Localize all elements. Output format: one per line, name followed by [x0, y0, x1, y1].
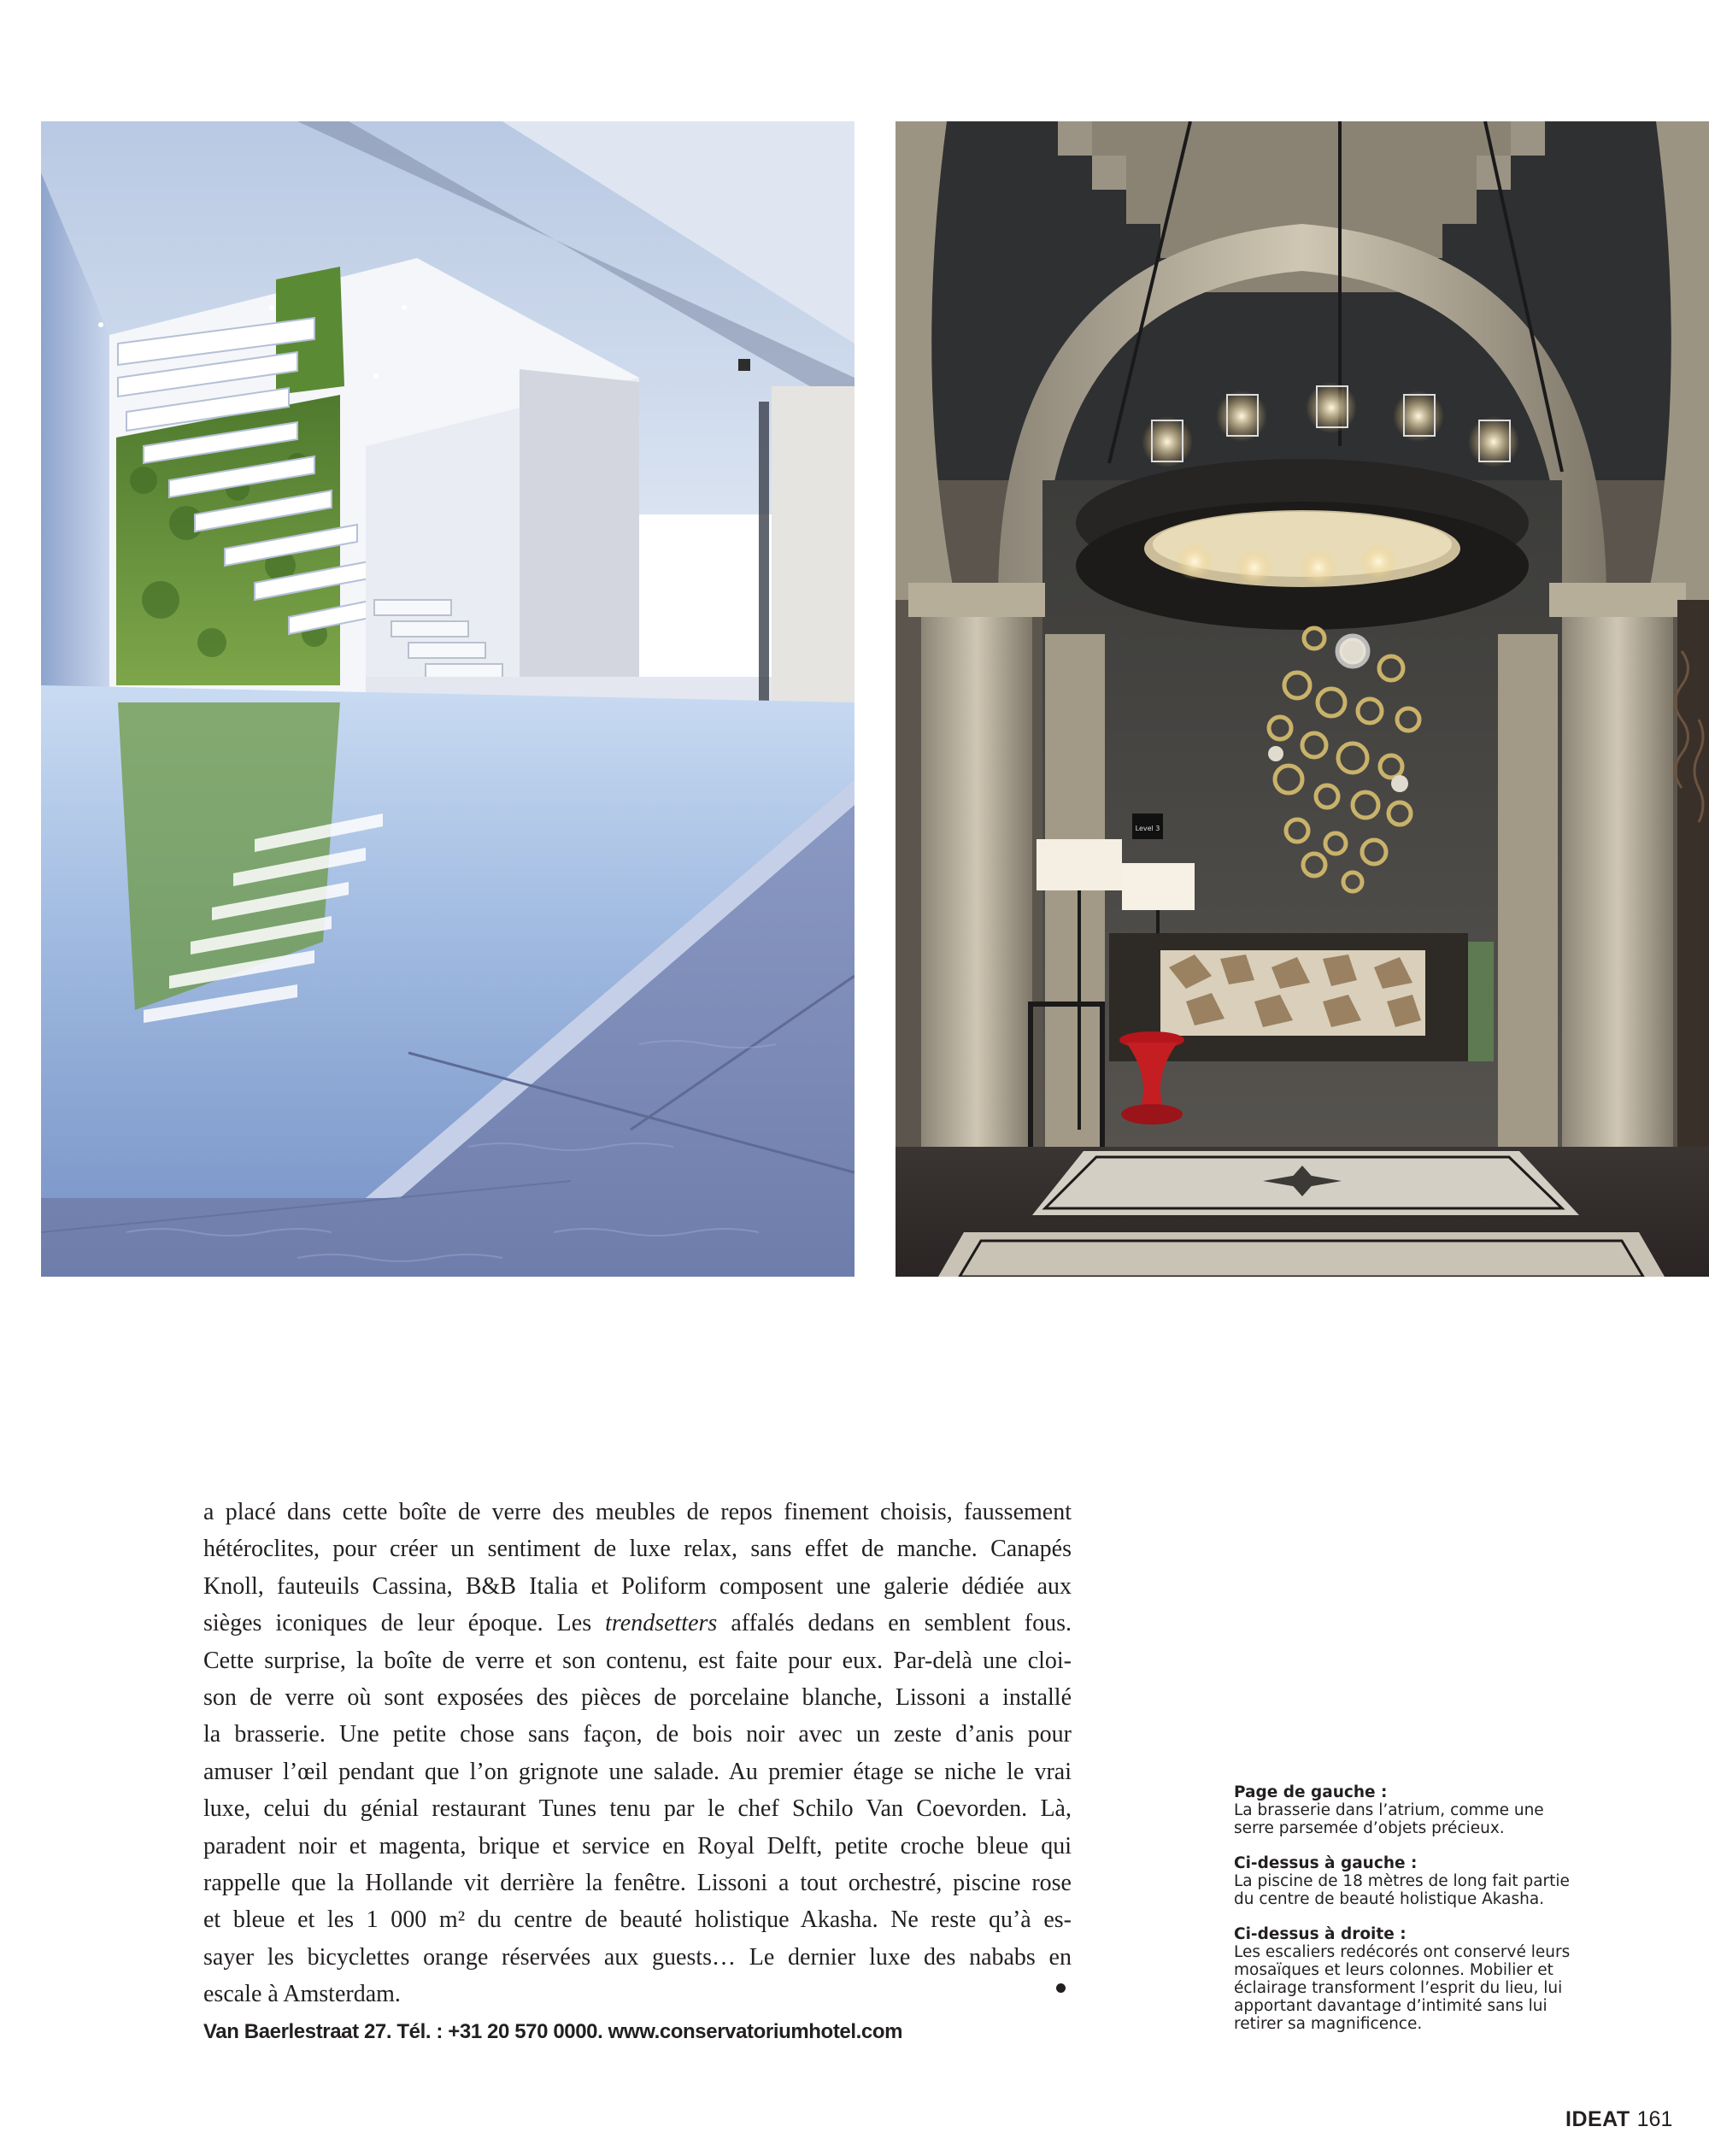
article-line: sayer les bicyclettes orange réservées aux guests… Le dernier luxe des nababs en	[203, 1943, 1072, 1971]
pool-photo-illustration	[41, 121, 854, 1277]
italic-word: trendsetters	[605, 1610, 718, 1637]
magazine-name: IDEAT	[1565, 2107, 1630, 2131]
article-line: paradent noir et magenta, brique et service en Royal Delft, petite croche bleue qui	[203, 1832, 1072, 1859]
caption-line: éclairage transforment l’esprit du lieu, lui	[1234, 1979, 1563, 1997]
caption-heading: Ci-dessus à droite :	[1234, 1925, 1407, 1943]
level-sign: Level 3	[1135, 825, 1160, 832]
caption-line: retirer sa magnificence.	[1234, 2015, 1423, 2033]
end-of-article-bullet	[1056, 1983, 1066, 1993]
article-line-part: sièges iconiques de leur époque. Les	[203, 1610, 592, 1637]
article-line: Knoll, fauteuils Cassina, B&B Italia et Poliform composent une galerie dédiée aux	[203, 1572, 1072, 1600]
atrium-photo	[896, 121, 1709, 1277]
caption-above-right	[1234, 1925, 1601, 2033]
caption-line: Les escaliers redécorés ont conservé leurs	[1234, 1943, 1571, 1961]
article-line: escale à Amsterdam.	[203, 1981, 401, 2008]
article-line: amuser l’œil pendant que l’on grignote une salade. Au premier étage se niche le vrai	[203, 1758, 1072, 1785]
atrium-photo-illustration	[896, 121, 1709, 1277]
caption-line: serre parsemée d’objets précieux.	[1234, 1819, 1505, 1837]
article-line: luxe, celui du génial restaurant Tunes tenu par le chef Schilo Van Coevorden. Là,	[203, 1795, 1072, 1823]
article-line: hétéroclites, pour créer un sentiment de luxe relax, sans effet de manche. Canapés	[203, 1536, 1072, 1563]
caption-left-page	[1234, 1783, 1601, 1837]
article-line: et bleue et les 1 000 m² du centre de beauté holistique Akasha. Ne reste qu’à es-	[203, 1906, 1072, 1934]
article-body	[203, 1494, 1072, 2013]
article-line: Cette surprise, la boîte de verre et son contenu, est faite pour eux. Par-delà une cloi-	[203, 1647, 1072, 1674]
page-folio	[1565, 2107, 1672, 2132]
article-line: son de verre où sont exposées des pièces de porcelaine blanche, Lissoni a installé	[203, 1684, 1072, 1712]
caption-line: mosaïques et leurs colonnes. Mobilier et	[1234, 1961, 1553, 1979]
article-line-part: affalés dedans en semblent fous.	[731, 1610, 1072, 1637]
caption-heading: Ci-dessus à gauche :	[1234, 1854, 1418, 1872]
article-line: rappelle que la Hollande vit derrière la fenêtre. Lissoni a tout orchestré, piscine rose	[203, 1870, 1072, 1897]
article-paragraph	[203, 1494, 1072, 2013]
pool-photo	[41, 121, 854, 1277]
article-line: la brasserie. Une petite chose sans façon, de bois noir avec un zeste d’anis pour	[203, 1721, 1072, 1748]
photo-captions	[1234, 1783, 1601, 2050]
page-number: 161	[1636, 2107, 1673, 2131]
caption-line: du centre de beauté holistique Akasha.	[1234, 1890, 1545, 1908]
caption-line: La brasserie dans l’atrium, comme une	[1234, 1801, 1544, 1819]
caption-line: apportant davantage d’intimité sans lui	[1234, 1997, 1547, 2015]
article-line-with-italic	[203, 1605, 1072, 1642]
caption-heading: Page de gauche :	[1234, 1783, 1388, 1801]
caption-line: La piscine de 18 mètres de long fait partie	[1234, 1872, 1570, 1890]
article-line: a placé dans cette boîte de verre des meubles de repos finement choisis, faussement	[203, 1499, 1072, 1525]
hotel-address: Van Baerlestraat 27. Tél. : +31 20 570 0000. www.conservatoriumhotel.com	[203, 2020, 903, 2043]
caption-above-left	[1234, 1854, 1601, 1908]
